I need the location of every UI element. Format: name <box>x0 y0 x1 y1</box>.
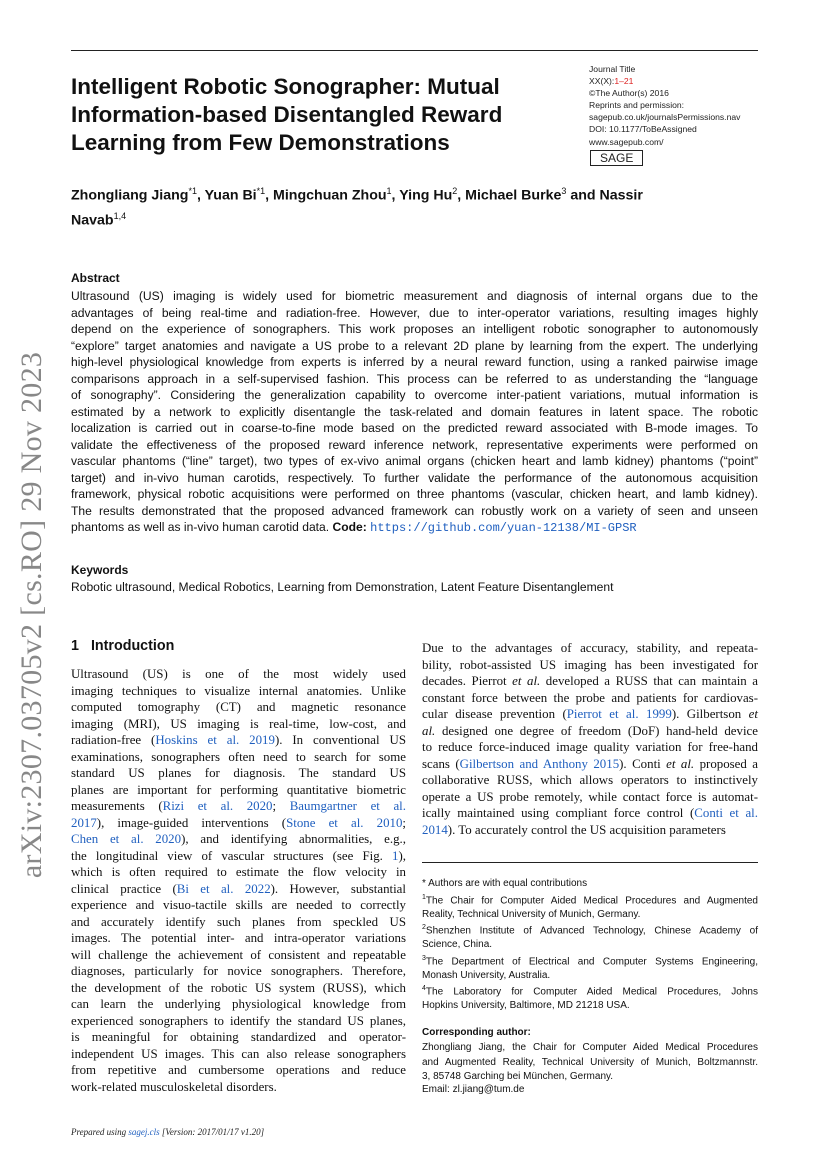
footnote-mark: 4 <box>422 985 426 993</box>
text-line: the longitudinal view of vascular structures (see Fig. 1), <box>71 848 406 863</box>
abstract-line: advantages of being real-time and radiation-free. However, due to inter-operator variations, resulting images highly <box>71 305 758 320</box>
footnote-line: $^4$The Laboratory for Computer Aided Medical Procedures, Johns <box>422 985 758 998</box>
address-line: 3, 85748 Garching bei München, Germany. <box>422 1071 614 1082</box>
abstract-line: Ultrasound (US) imaging is widely used for biometric measurement and diagnosis of internal organs due to the <box>71 289 758 303</box>
email-address[interactable]: zl.jiang@tum.de <box>452 1084 525 1095</box>
permissions-url: sagepub.co.uk/journalsPermissions.nav <box>589 112 741 123</box>
abstract-body <box>71 288 758 537</box>
text-line: cular disease prevention (Pierrot et al. 1999). Gilbertson et <box>422 707 758 721</box>
address-line: Zhongliang Jiang, the Chair for Computer Aided Medical Procedures <box>422 1042 758 1053</box>
publisher-website: www.sagepub.com/ <box>589 136 664 147</box>
footnote <box>422 891 758 922</box>
journal-name: Journal Title <box>589 64 636 74</box>
text-line: bility, robot-assisted US imaging has been investigated for <box>422 657 758 672</box>
citation-link[interactable]: 1 <box>392 848 399 863</box>
arxiv-id: arXiv:2307.03705v2 [cs.RO] 29 Nov 2023 <box>15 351 48 879</box>
title-line: Learning from Few Demonstrations <box>71 130 450 155</box>
abstract-line: “explore” target anatomies and navigate a US probe to a relevant 2D plane by learning from the expert. The underlying <box>71 338 758 353</box>
abstract-line: The results demonstrated that the proposed advanced framework can robustly work on a variety of seen and unseen <box>71 503 758 518</box>
footnote-line: Science, China. <box>422 939 493 951</box>
author-name: Zhongliang Jiang <box>71 187 189 204</box>
abstract-line: depend on the experience of sonographers. This work proposes an intelligent robotic sonographer to autonomously <box>71 322 758 336</box>
text-line: decades. Pierrot et al. developed a RUSS that can maintain a <box>422 674 758 688</box>
emphasis: et al. <box>666 756 695 771</box>
journal-volume: XX(X):1–21 <box>589 76 634 87</box>
corresponding-email: Email: zl.jiang@tum.de <box>422 1084 525 1095</box>
section-number: 1 <box>71 638 79 654</box>
author-name: Yuan Bi <box>204 187 257 204</box>
footnote-line: $^2$Shenzhen Institute of Advanced Technology, Chinese Academy of <box>422 924 758 937</box>
address-line: and Augmented Reality, Technical University of Munich, Boltzmannstr. <box>422 1056 758 1068</box>
footnote-line: Reality, Technical University of Munich, Germany. <box>422 908 641 920</box>
text-line: experienced sonographers to identify the standard US planes, <box>71 1013 406 1028</box>
author-name: Michael Burke <box>465 187 562 204</box>
text-line: can learn the underlying physiological knowledge from <box>71 997 406 1011</box>
citation-link[interactable]: Hoskins et al. 2019 <box>155 733 275 747</box>
corresponding-author-address <box>422 1041 758 1085</box>
cls-link[interactable]: sagej.cls <box>128 1127 160 1137</box>
author-affiliation-mark: 1 <box>386 186 392 196</box>
citation-link[interactable]: 2017 <box>71 815 97 830</box>
abstract-line: vascular phantoms (“line” target), two types of ex-vivo animal organs (chicken heart and lamb kidney) phantoms (“point” <box>71 454 758 468</box>
citation-link[interactable]: Baumgartner et al. <box>289 799 406 813</box>
abstract-line: framework, physical robotic acquisitions were performed on three phantoms (vascular, chicken heart, and lamb kidney). <box>71 487 758 501</box>
author-separator: , <box>457 187 466 204</box>
title-line: Intelligent Robotic Sonographer: Mutual <box>71 74 500 99</box>
footnote-line: Hopkins University, Baltimore, MD 21218 USA. <box>422 1000 630 1012</box>
text-line: examinations, sonographers often need to search for some <box>71 749 406 764</box>
keywords-heading: Keywords <box>71 563 129 577</box>
text-line: Chen et al. 2020), and identifying abnormalities, e.g., <box>71 832 406 846</box>
abstract-line: target) and in-vivo human carotids, respectively. To further validate the performance of the autonomous acquisition <box>71 470 758 485</box>
page-range[interactable]: 1–21 <box>614 76 634 87</box>
intro-left-column <box>71 666 406 1095</box>
citation-link[interactable]: Gilbertson and Anthony 2015 <box>459 756 620 771</box>
text-line: clinical practice (Bi et al. 2022). However, substantial <box>71 881 406 896</box>
corresponding-author-heading: Corresponding author: <box>422 1027 531 1038</box>
text-line: Due to the advantages of accuracy, stability, and repeata- <box>422 641 758 655</box>
text-line: is meaningful for obtaining standardized and operator- <box>71 1030 406 1044</box>
text-line: planes are important for performing quantitative biometric <box>71 782 406 797</box>
text-line: ically maintained using compliant force control (Conti et al. <box>422 806 758 820</box>
section-heading-introduction <box>71 638 174 654</box>
text-line: will challenge the achievement of consistent and repeatable <box>71 947 406 962</box>
footnote <box>422 982 758 1013</box>
citation-link[interactable]: Pierrot et al. 1999 <box>566 707 672 721</box>
text-line: imaging techniques to visualize internal anatomies. Unlike <box>71 683 406 698</box>
footnote-mark: 1 <box>422 893 426 901</box>
text-line: imaging (MRI), US imaging is real-time, low-cost, and <box>71 716 406 731</box>
text-line: standard US planes for diagnosis. The standard US <box>71 766 406 780</box>
abstract-line: comparisons approach in a self-supervised fashion. This process can be referred to as understanding the “language <box>71 371 758 386</box>
code-link[interactable]: https://github.com/yuan-12138/MI-GPSR <box>370 521 637 535</box>
text-line: 2017), image-guided interventions (Stone et al. 2010; <box>71 815 407 830</box>
author-affiliation-mark: 3 <box>561 186 567 196</box>
citation-link[interactable]: 2014 <box>422 822 448 837</box>
text-line: al. designed one degree of freedom (DoF) hand-held device <box>422 723 758 738</box>
author-affiliation-mark: 1,4 <box>113 210 127 221</box>
footnote <box>422 952 758 983</box>
author-name: Navab <box>71 212 114 229</box>
section-title: Introduction <box>90 638 175 654</box>
text-line: from repetitive and cumbersome operations and reduce <box>71 1063 406 1077</box>
intro-right-column <box>422 640 758 838</box>
footnote-line: Monash University, Australia. <box>422 969 551 981</box>
text-line: Ultrasound (US) is one of the most widely used <box>71 667 406 681</box>
author-separator: , <box>265 187 274 204</box>
text-line: collaborative RUSS, which allows operators to instinctively <box>422 773 758 787</box>
text-line: 2014). To accurately control the US acquisition parameters <box>422 822 726 837</box>
footnote-line: $^3$The Department of Electrical and Computer Systems Engineering, <box>422 954 758 967</box>
text-line: the development of the robotic US system (RUSS), which <box>71 980 406 995</box>
abstract-line: localization is carried out in coarse-to-fine mode based on the predicted reward associated with B-mode images. To <box>71 421 758 435</box>
abstract-line: high-level physiological knowledge from experts is inferred by a neural reward function, using a ranked pairwise image <box>71 355 758 369</box>
text-line: images. The potential inter- and intra-operator variations <box>71 931 406 945</box>
author-separator: , <box>391 187 400 204</box>
footnote-mark: 3 <box>422 954 426 962</box>
text-line: computed tomography (CT) and magnetic resonance <box>71 700 406 714</box>
text-line: diagnoses, particularly for novice sonographers. Therefore, <box>71 964 406 978</box>
text-line: which is often required to estimate the flow velocity in <box>71 865 406 879</box>
footnote-rule <box>422 862 758 863</box>
text-line: experience and visuo-tactile skills are needed to correctly <box>71 898 406 912</box>
emphasis: al. <box>422 723 436 738</box>
abstract-last-line: phantoms as well as in-vivo human carotid data. Code: https://github.com/yuan-12138/MI-GPSR <box>71 520 637 535</box>
citation-link[interactable]: Rizi et al. 2020 <box>162 799 273 813</box>
text-line: and accurately identify such planes from speckled US <box>71 914 406 929</box>
author-name: Ying Hu <box>399 187 453 204</box>
abstract-heading: Abstract <box>71 271 120 285</box>
text-line: operate a US probe remotely, while contact force is automat- <box>422 789 758 804</box>
abstract-line: of sonography”. Considering the generalization capability to overcome inter-patient variations, mutual information is <box>71 388 758 402</box>
footnote <box>422 877 758 891</box>
abstract-line: estimated by a network to explicitly disentangle the task-related and domain features in latent space. The robotic <box>71 404 758 419</box>
copyright: ©The Author(s) 2016 <box>589 88 669 99</box>
citation-link[interactable]: Stone et al. 2010 <box>286 815 403 830</box>
top-rule <box>71 50 758 51</box>
abstract-line: validate the effectiveness of the proposed reward inference network, representative experiments were performed on <box>71 437 758 452</box>
citation-link[interactable]: Bi et al. 2022 <box>176 881 271 896</box>
footnotes <box>422 877 758 1013</box>
keywords-text: Robotic ultrasound, Medical Robotics, Learning from Demonstration, Latent Feature Disentanglement <box>71 580 614 594</box>
footnote-line: * Authors are with equal contributions <box>422 878 588 889</box>
code-label: Code: <box>332 520 367 534</box>
page-footer: Prepared using sagej.cls [Version: 2017/01/17 v1.20] <box>71 1127 265 1137</box>
journal-metadata <box>589 63 779 166</box>
author-separator: , <box>196 187 205 204</box>
author-name: Mingchuan Zhou <box>273 187 387 204</box>
text-line: measurements (Rizi et al. 2020; Baumgartner et al. <box>71 799 406 813</box>
footnote-line: $^1$The Chair for Computer Aided Medical Procedures and Augmented <box>422 893 758 906</box>
emphasis: et <box>748 707 758 721</box>
title-line: Information-based Disentangled Reward <box>71 102 503 127</box>
text-line: scans (Gilbertson and Anthony 2015). Conti et al. proposed a <box>422 756 758 771</box>
text-line: constant force between the probe and patients for cardiovas- <box>422 690 758 705</box>
footnote-mark: 2 <box>422 924 426 932</box>
author-affiliation-mark: *1 <box>188 186 197 196</box>
sage-logo: SAGE <box>590 150 643 166</box>
text-line: radiation-free (Hoskins et al. 2019). In conventional US <box>71 733 406 747</box>
citation-link[interactable]: Chen et al. 2020 <box>71 832 182 846</box>
emphasis: et al. <box>512 674 541 688</box>
footnote <box>422 921 758 952</box>
text-line: work-related musculoskeletal disorders. <box>71 1079 277 1094</box>
author-affiliation-mark: 2 <box>452 186 458 196</box>
reprints-label: Reprints and permission: <box>589 100 685 111</box>
doi: DOI: 10.1177/ToBeAssigned <box>589 124 697 135</box>
author-affiliation-mark: *1 <box>256 186 266 196</box>
text-line: independent US images. This can also release sonographers <box>71 1046 406 1061</box>
author-separator: and Nassir <box>566 187 643 204</box>
text-line: to reduce force-induced image quality variation for free-hand <box>422 740 758 754</box>
arxiv-identifier-stamp <box>2 351 62 879</box>
citation-link[interactable]: Conti et al. <box>694 806 758 820</box>
author-list <box>71 181 761 230</box>
paper-title <box>71 73 561 157</box>
